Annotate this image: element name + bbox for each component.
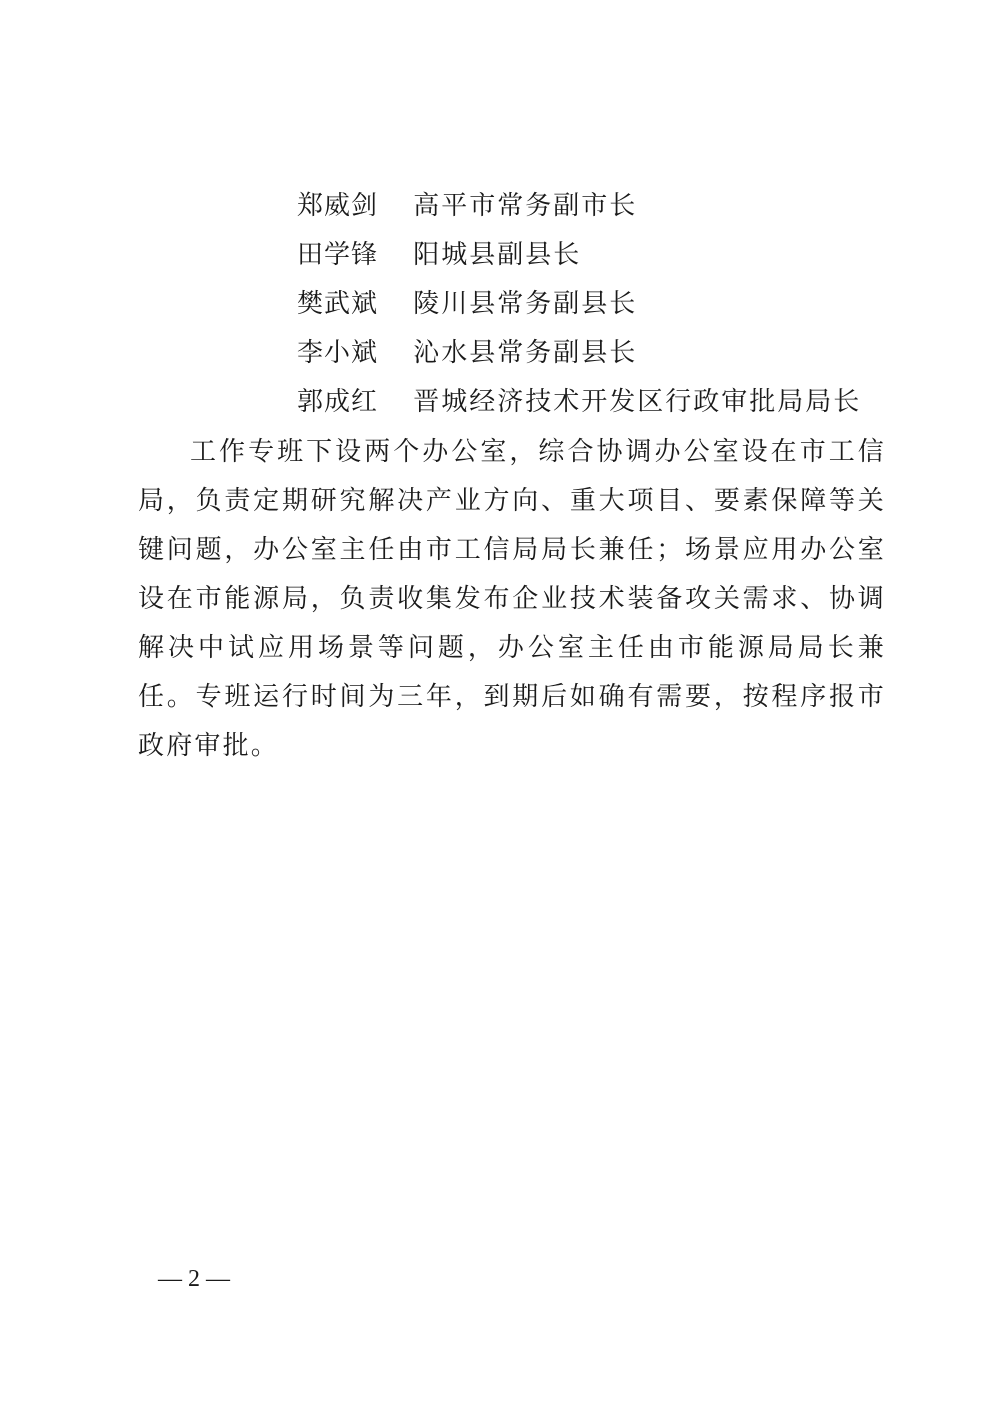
member-name: 田学锋 <box>297 240 379 270</box>
member-row <box>297 280 917 329</box>
member-title: 陵川县常务副县长 <box>413 289 638 319</box>
member-name: 樊武斌 <box>297 289 379 319</box>
member-name: 郑威剑 <box>297 191 379 221</box>
member-row <box>297 182 917 231</box>
member-title: 晋城经济技术开发区行政审批局局长 <box>413 387 862 417</box>
body-paragraph: 工作专班下设两个办公室，综合协调办公室设在市工信局，负责定期研究解决产业方向、重大项目、要素保障等关键问题，办公室主任由市工信局局长兼任；场景应用办公室设在市能源局，负责收集发布企业技术装备攻关需求、协调解决中试应用场景等问题，办公室主任由市能源局局长兼任。专班运行时间为三年，到期后如确有需要，按程序报市政府审批。 <box>138 437 886 761</box>
member-row <box>297 231 917 280</box>
member-name: 李小斌 <box>297 338 379 368</box>
member-title: 高平市常务副市长 <box>413 191 638 221</box>
member-list <box>297 182 917 427</box>
member-row <box>297 378 917 427</box>
member-title: 沁水县常务副县长 <box>413 338 638 368</box>
member-name: 郭成红 <box>297 387 379 417</box>
member-row <box>297 329 917 378</box>
page-number: — 2 — <box>158 1266 230 1292</box>
member-title: 阳城县副县长 <box>413 240 582 270</box>
